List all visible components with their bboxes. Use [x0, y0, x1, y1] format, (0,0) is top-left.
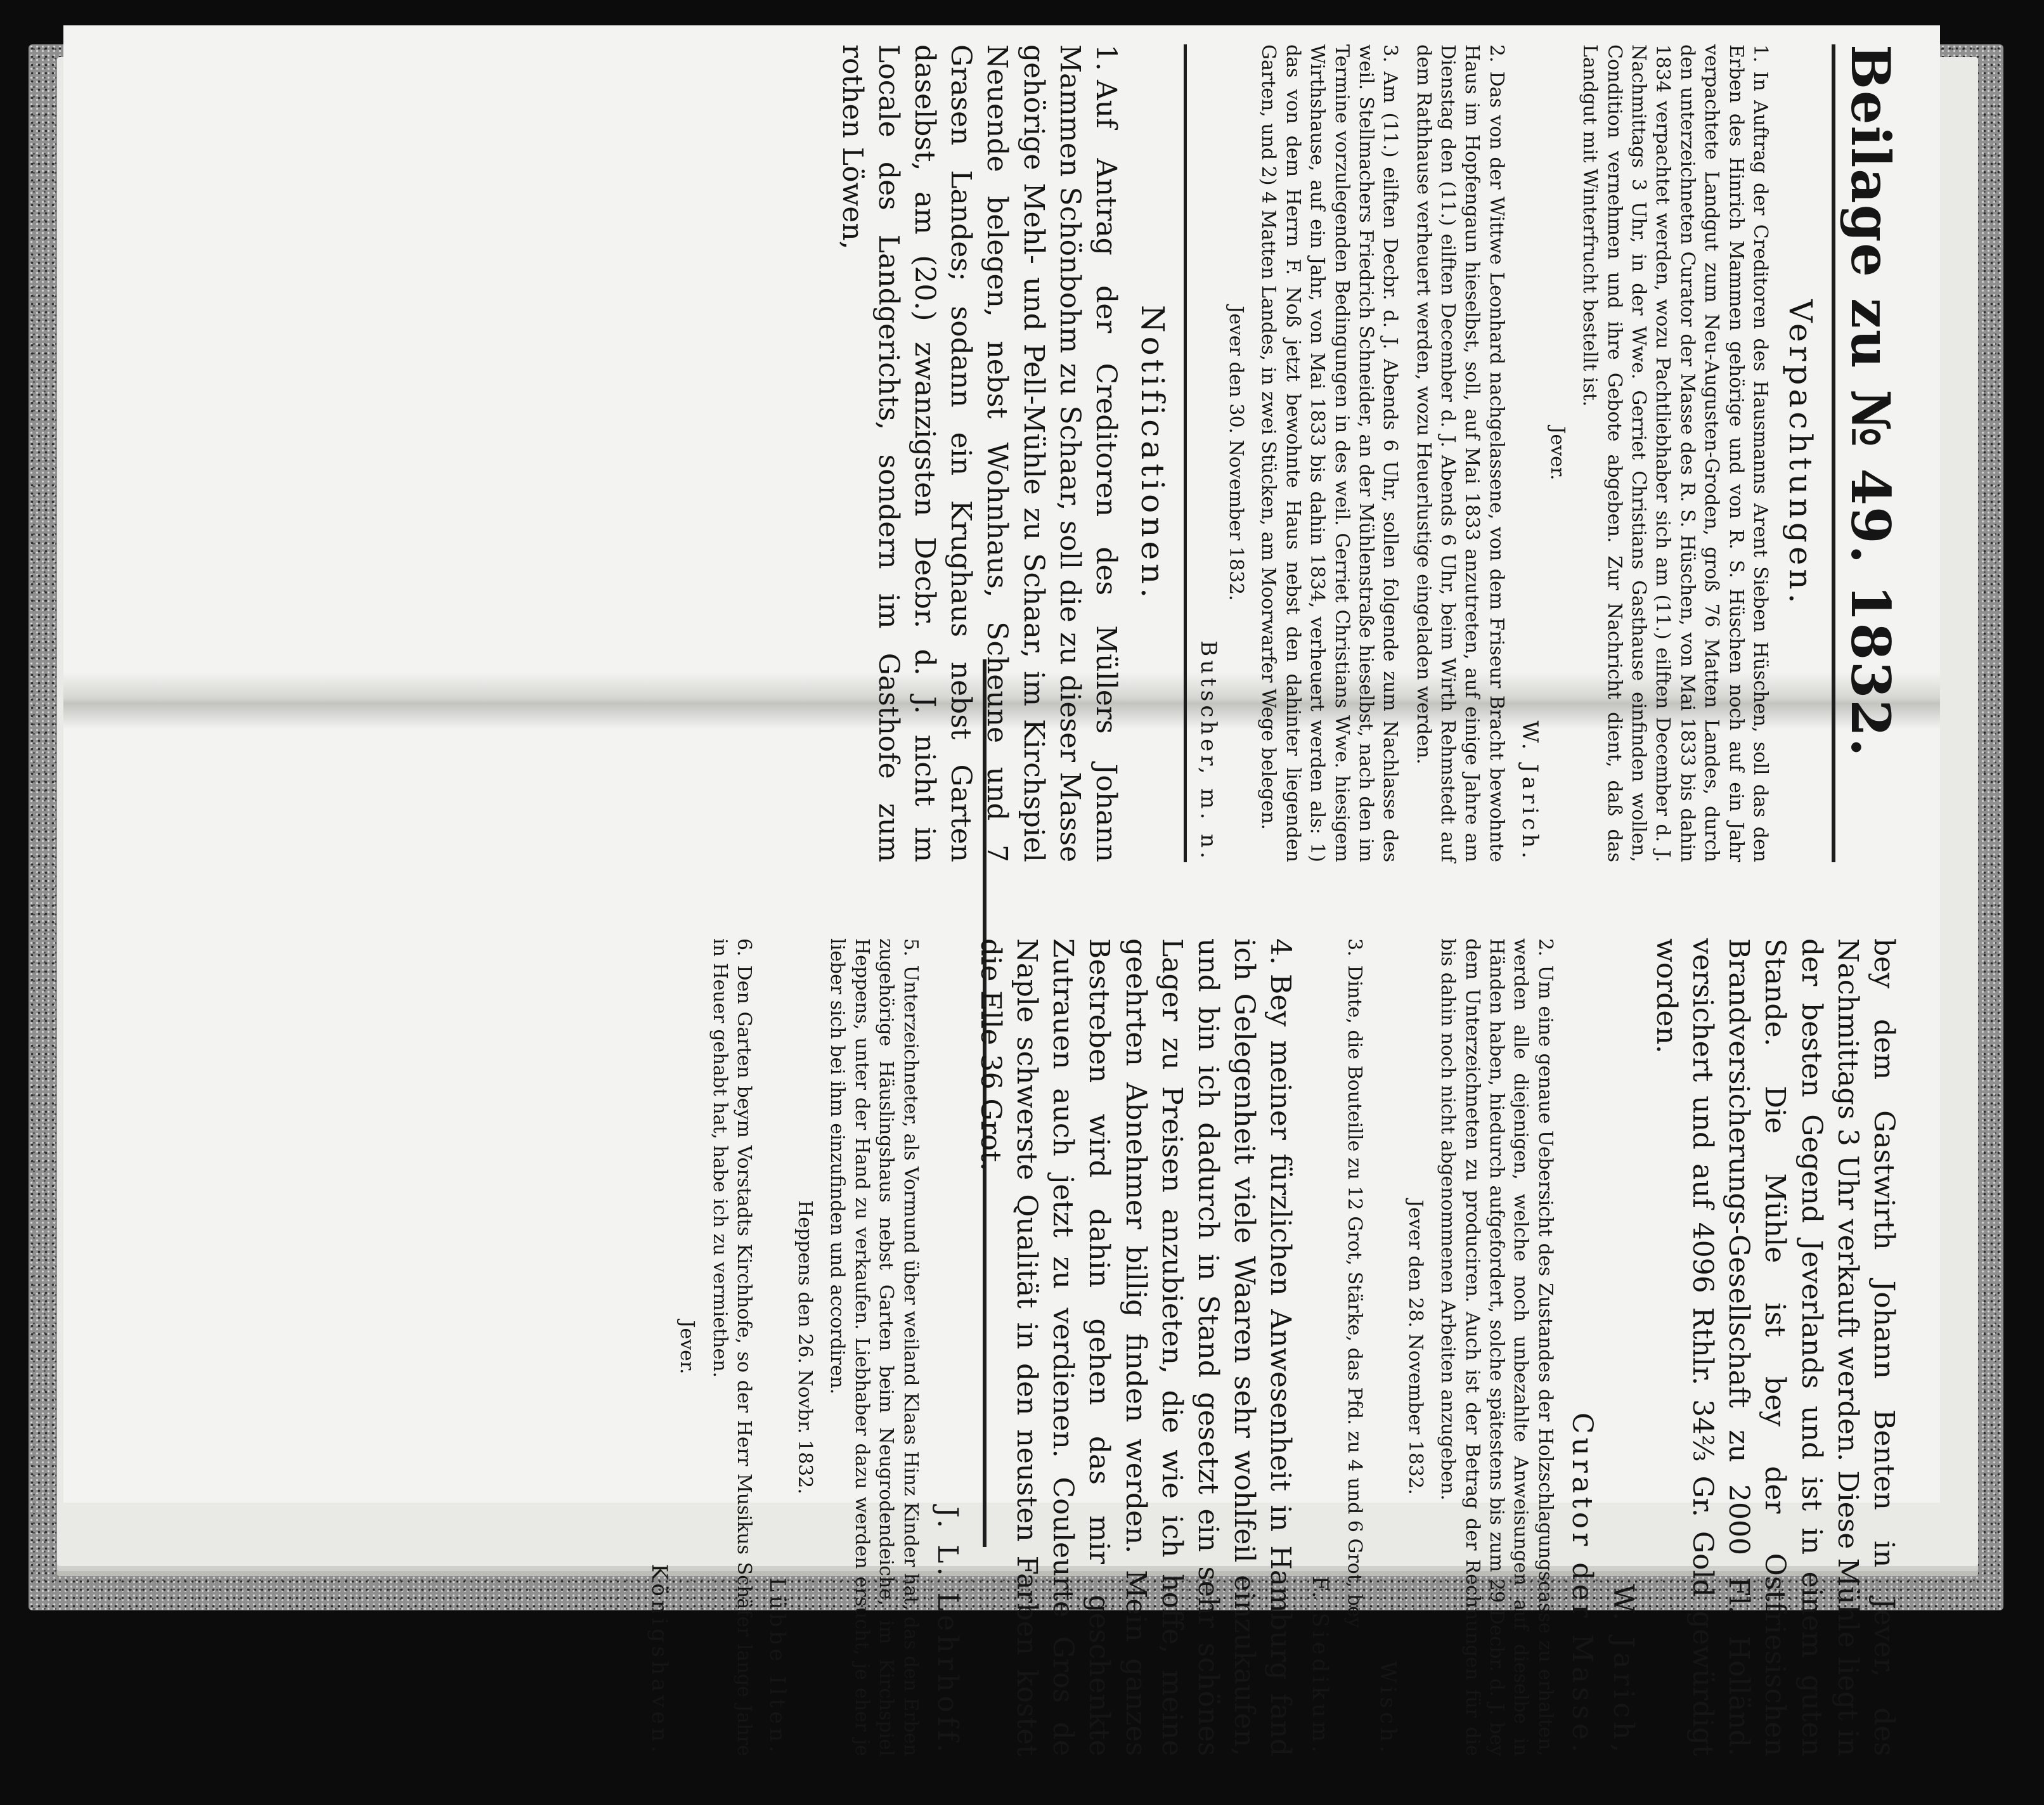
- notice-place: Jever.: [1546, 426, 1569, 481]
- notice-2: [1411, 44, 1508, 862]
- masthead: Beilage zu № 49. 1832.: [1832, 44, 1902, 862]
- notice-number: 2.: [1534, 938, 1556, 957]
- notice-number: 5.: [899, 938, 922, 957]
- notice-r3: [1342, 938, 1366, 1756]
- notice-text: Den Garten beym Vorstadts Kirchhofe, so der Herr Musikus Schäfer lange Jahre in Heuer gehabt hat, habe ich zu vermiethen.: [708, 938, 756, 1756]
- notice-number: 3.: [1343, 938, 1366, 957]
- notice-text: Bey meiner fürzlichen Anwesenheit in Hamburg fand ich Gelegenheit viele Waaren sehr wohlfeil einzukaufen, und bin ich dadurch in Stand gesetzt ein sehr schönes Lager zu Preisen anzubieten, die wie ich hoffe, meine geehrten Abnehmer billig finden werden. Mein ganzes Bestreben wird dahin gehen das mir geschenkte Zutrauen auch jetzt zu verdienen. Couleurte Gros de Naple schwerste Qualität in den neusten Farben kostet die Elle 36 Grot.: [974, 938, 1297, 1756]
- notice-number: 1.: [1749, 44, 1771, 63]
- notice-number: 2.: [1485, 44, 1508, 63]
- notice-number: 4.: [1264, 938, 1297, 965]
- notice-text: In Auftrag der Creditoren des Hausmanns Arent Sieben Hüschen, soll das den Erben des Hinrich Mammen gehörige und von R. S. Hüschen noch auf ein Jahr verpachtete Landgut zum Neu-Augusten-Groden, groß 76 Matten Landes, durch den unterzeichneten Curator der Masse des R. S. Hüschen, von Mai 1833 bis dahin 1834 verpachtet werden, wozu Pachtliebhaber sich am (11.) eilften December d. J. Nachmittags 3 Uhr, in der Wwe. Gerriet Christians Gasthause einfinden wollen, Condition vernehmen und ihre Gebote abgeben. Zur Nachricht dient, daß das Landgut mit Winterfrucht bestellt ist.: [1579, 44, 1771, 862]
- notice-r6: [707, 938, 756, 1756]
- notice-place: Jever den 28. November 1832.: [1404, 1200, 1426, 1495]
- notice-signature: Wisch.: [1375, 1660, 1400, 1756]
- notice-signature: Lübbe Ilten.: [765, 1577, 791, 1756]
- notice-text: Dinte, die Bouteille zu 12 Grot, Stärke, das Pfd. zu 4 und 6 Grot, bey: [1343, 965, 1366, 1628]
- section-divider: [1184, 44, 1187, 862]
- notice-signature: Königshaven.: [647, 1563, 673, 1756]
- notice-3: [1256, 44, 1402, 862]
- notice-number: 1.: [1089, 44, 1122, 71]
- notice-text: Auf Antrag der Creditoren des Müllers Johann Mammen Schönbohm zu Schaar, soll die zu dieser Masse gehörige Mehl- und Pell-Mühle zu Schaar, im Kirchspiel Neuende belegen, nebst Wohnhaus, Scheune und 7 Grasen Landes; sodann ein Krughaus nebst Garten daselbst, am (20.) zwanzigsten Decbr. d. J. nicht im Locale des Landgerichts, sondern im Gasthofe zum rothen Löwen,: [836, 44, 1122, 862]
- page-content: [190, 44, 1902, 1769]
- notice-r4: [973, 938, 1299, 1756]
- notification-1: [834, 44, 1124, 862]
- notice-text: Unterzeichneter, als Vormund über weiland Klaas Hinz Kinder hat, das den Erben zugehörige Häuslingshaus nebst Garten beim Neugrodendeiche, im Kirchspiel Heppens, unter der Hand zu verkaufen. Liebhaber dazu werden ersucht, je eher je lieber sich bei ihm einzufinden und accordiren.: [826, 938, 922, 1756]
- notice-signature-title: Curator der Masse.: [1565, 1412, 1598, 1756]
- notice-number: 3.: [1379, 44, 1402, 63]
- notice-r5: [825, 938, 922, 1756]
- notice-1: [1577, 44, 1772, 862]
- notice-text: Am (11.) eilften Decbr. d. J. Abends 6 Uhr, sollen folgende zum Nachlasse des weil. Stellmachers Friedrich Schneider, an der Mühlenstraße hieselbst, nach den im Termine vorzulegenden Bedingungen in des weil. Gerriet Christians Wwe. hiesigem Wirthshause, auf ein Jahr, von Mai 1833 bis dahin 1834, verheuert werden als: 1) das von dem Herrn F. Noß jetzt bewohnte Haus nebst den dahinter liegenden Garten, und 2) 4 Matten Landes, in zwei Stücken, am Moorwarfer Wege belegen.: [1257, 44, 1402, 862]
- notice-text: Um eine genaue Uebersicht des Zustandes der Holzschlagungscasse zu erhalten, werden alle diejenigen, welche noch unbezahlte Anweisungen auf dieselbe in Händen haben, hiedurch aufgefordert, solche spätestens bis zum 29 Decbr. d. J. bey dem Unterzeichneten zu produciren. Auch ist der Betrag der Rechnungen für die bis dahin noch nicht abgenommenen Arbeiten anzugeben.: [1437, 938, 1556, 1756]
- notice-signature: F. Siedikum.: [1307, 1575, 1333, 1756]
- notice-text: Das von der Wittwe Leonhard nachgelassene, von dem Friseur Bracht bewohnte Haus im Hopfengaun hieselbst, soll, auf Mai 1833 anzutreten, auf einige Jahre am Dienstag den (11.) eilften December d. J. Abends 6 Uhr, beim Wirth Rehmstedt auf dem Rathhause verheuert werden, wozu Heuerlustige eingeladen werden.: [1412, 44, 1508, 862]
- notice-number: 6.: [733, 938, 756, 957]
- notice-place: Jever den 30. November 1832.: [1224, 306, 1247, 601]
- right-column: [638, 938, 1902, 1756]
- notice-r2: [1435, 938, 1557, 1756]
- notice-signature: Butscher, m. n.: [1195, 640, 1221, 862]
- notice-signature: W. Jarich.: [1517, 720, 1543, 862]
- left-column: [825, 44, 1902, 862]
- notification-continued: bey dem Gastwirth Johann Benten in Jever, des Nachmittags 3 Uhr verkauft werden. Diese Mühle liegt in der besten Gegend Jeverlands und ist in einem guten Stande. Die Mühle ist bey der Ostfriesischen Brandversicherungs-Gesellschaft zu 2000 Fl. Holländ. versichert und auf 4096 Rthlr. 34⅔ Gr. Gold gewürdigt worden.: [1650, 938, 1900, 1756]
- notice-place: Jever.: [676, 1320, 699, 1375]
- notice-place: Heppens den 26. Novbr. 1832.: [794, 1200, 817, 1494]
- notice-signature: W. Jarich,: [1607, 1584, 1640, 1756]
- section-heading: Verpachtungen.: [1782, 299, 1819, 607]
- section-heading-2: Notificationen.: [1134, 304, 1171, 602]
- notice-signature: J. L. Lehrhoff.: [931, 1506, 964, 1756]
